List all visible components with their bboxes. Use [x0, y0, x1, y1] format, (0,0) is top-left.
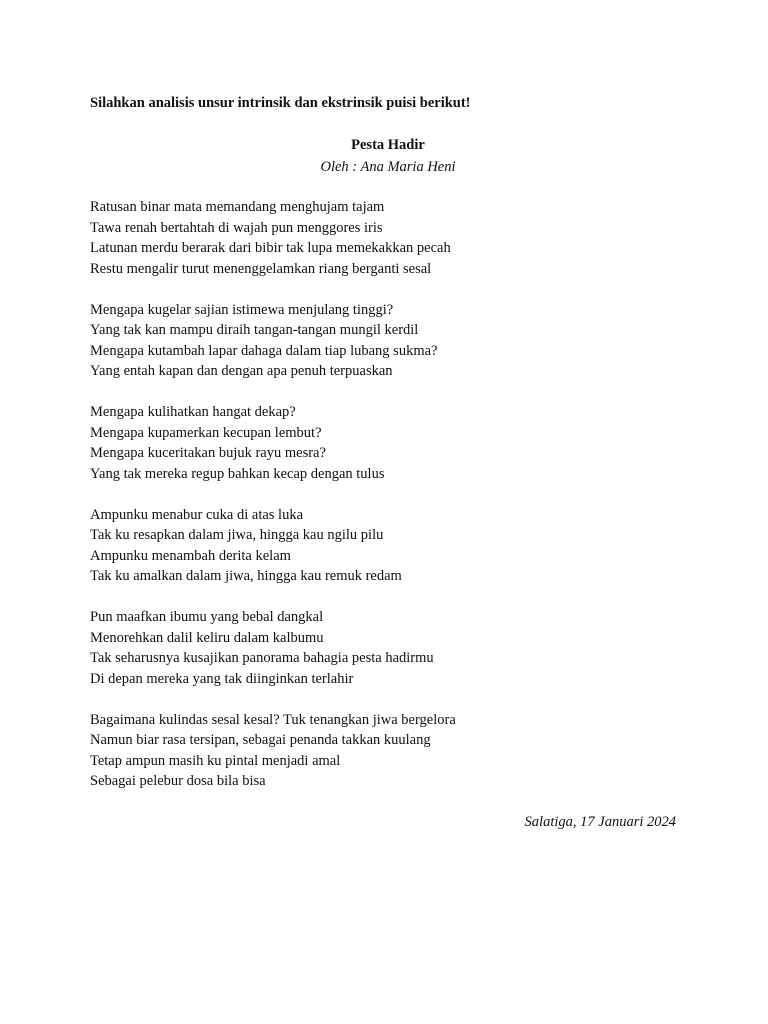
poem-line: Yang tak mereka regup bahkan kecap dengan tulus [90, 465, 385, 482]
poem-line: Yang tak kan mampu diraih tangan-tangan mungil kerdil [90, 322, 419, 338]
poem-line: Tak ku amalkan dalam jiwa, hingga kau remuk redam [90, 568, 402, 584]
poem-line: Ampunku menambah derita kelam [90, 547, 291, 564]
poem-line: Tetap ampun masih ku pintal menjadi amal [90, 752, 341, 769]
poem-line: Ampunku menabur cuka di atas luka [90, 506, 304, 523]
poem-line: Restu mengalir turut menenggelamkan riang berganti sesal [90, 260, 432, 277]
poem-line: Ratusan binar mata memandang menghujam tajam [90, 199, 385, 215]
stanza-2 [90, 300, 680, 382]
poem-line: Mengapa kulihatkan hangat dekap? [90, 404, 296, 420]
document-page [90, 93, 680, 832]
poem-line: Mengapa kugelar sajian istimewa menjulang tinggi? [90, 301, 394, 318]
poem-line: Tak seharusnya kusajikan panorama bahagia pesta hadirmu [90, 650, 434, 666]
poem-line: Namun biar rasa tersipan, sebagai penanda takkan kuulang [90, 732, 431, 748]
stanza-6 [90, 710, 680, 792]
stanza-4 [90, 505, 680, 587]
poem-line: Menorehkan dalil keliru dalam kalbumu [90, 629, 324, 646]
poem-line: Tak ku resapkan dalam jiwa, hingga kau ngilu pilu [90, 527, 384, 543]
poem-line: Mengapa kuceritakan bujuk rayu mesra? [90, 445, 326, 461]
poem-title: Pesta Hadir [351, 137, 425, 153]
poem-line: Mengapa kupamerkan kecupan lembut? [90, 424, 322, 441]
instruction-text: Silahkan analisis unsur intrinsik dan ekstrinsik puisi berikut! [90, 95, 471, 111]
poem-line: Mengapa kutambah lapar dahaga dalam tiap lubang sukma? [90, 342, 438, 359]
poem-signoff: Salatiga, 17 Januari 2024 [524, 814, 676, 830]
poem-line: Yang entah kapan dan dengan apa penuh terpuaskan [90, 363, 393, 379]
poem-line: Latunan merdu berarak dari bibir tak lupa memekakkan pecah [90, 240, 451, 256]
stanza-1 [90, 197, 680, 279]
poem-line: Bagaimana kulindas sesal kesal? Tuk tenangkan jiwa bergelora [90, 711, 456, 728]
poem-line: Pun maafkan ibumu yang bebal dangkal [90, 609, 324, 625]
stanza-5 [90, 607, 680, 689]
poem-line: Tawa renah bertahtah di wajah pun menggores iris [90, 219, 383, 236]
poem-author: Oleh : Ana Maria Heni [320, 159, 456, 175]
poem-line: Sebagai pelebur dosa bila bisa [90, 773, 266, 789]
poem-body [90, 197, 680, 792]
poem-line: Di depan mereka yang tak diinginkan terlahir [90, 670, 354, 687]
stanza-3 [90, 402, 680, 484]
